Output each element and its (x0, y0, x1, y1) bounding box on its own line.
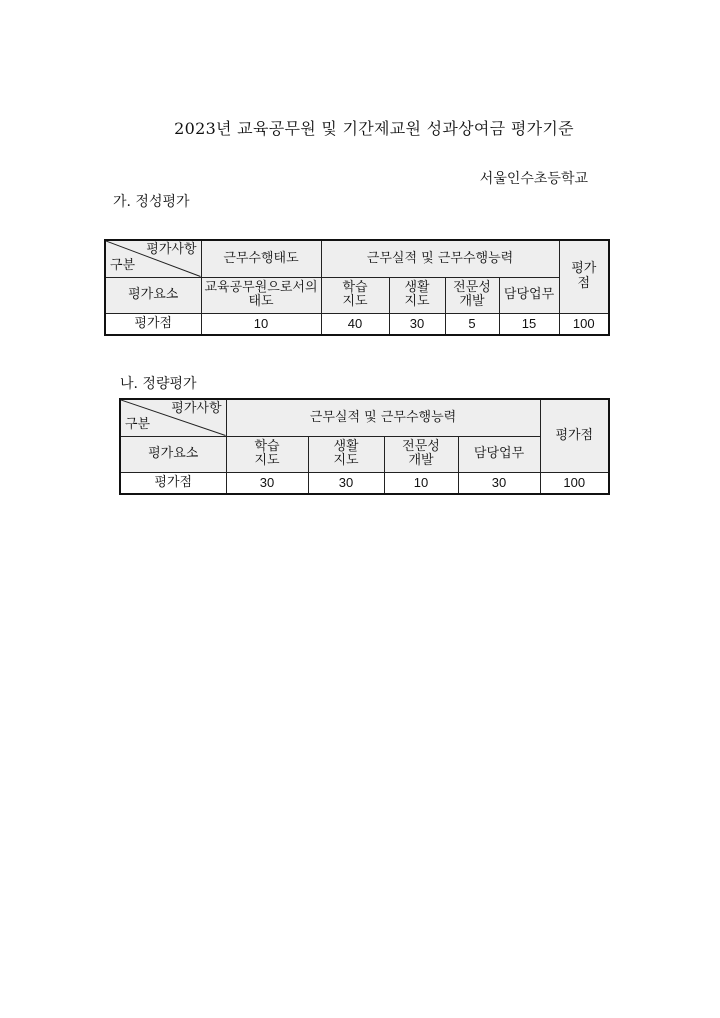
item-cell: 담당업무 (458, 436, 540, 472)
score-cell: 10 (384, 472, 458, 494)
corner-evaluation-item: 평가사항 (146, 242, 197, 257)
score-cell: 30 (389, 313, 445, 335)
quantitative-evaluation-table (119, 398, 610, 495)
score-cell: 30 (226, 472, 308, 494)
score-cell: 5 (445, 313, 499, 335)
score-cell: 40 (321, 313, 389, 335)
corner-category: 구분 (110, 258, 136, 274)
corner-evaluation-item: 평가사항 (171, 401, 222, 416)
score-cell: 30 (308, 472, 384, 494)
item-cell: 생활 지도 (389, 277, 445, 313)
section-a-heading: 가. 정성평가 (113, 194, 190, 210)
row-label-items: 평가요소 (120, 436, 226, 472)
document-title: 2023년 교육공무원 및 기간제교원 성과상여금 평가기준 (174, 119, 574, 138)
corner-header-cell (105, 240, 201, 277)
total-header: 평가 점 (559, 240, 609, 313)
score-cell: 10 (201, 313, 321, 335)
corner-header-cell (120, 399, 226, 436)
item-cell: 전문성 개발 (445, 277, 499, 313)
school-name: 서울인수초등학교 (479, 171, 588, 187)
score-cell: 15 (499, 313, 559, 335)
item-cell: 생활 지도 (308, 436, 384, 472)
row-label-scores: 평가점 (120, 472, 226, 494)
total-header: 평가점 (540, 399, 609, 472)
item-cell: 전문성 개발 (384, 436, 458, 472)
row-label-items: 평가요소 (105, 277, 201, 313)
qualitative-evaluation-table (104, 239, 610, 336)
item-cell: 학습 지도 (321, 277, 389, 313)
score-cell: 30 (458, 472, 540, 494)
row-label-scores: 평가점 (105, 313, 201, 335)
corner-category: 구분 (125, 417, 151, 433)
group-header-attitude: 근무수행태도 (201, 240, 321, 277)
group-header-performance: 근무실적 및 근무수행능력 (226, 399, 540, 436)
item-cell: 담당업무 (499, 277, 559, 313)
item-cell: 학습 지도 (226, 436, 308, 472)
group-header-performance: 근무실적 및 근무수행능력 (321, 240, 559, 277)
section-b-heading: 나. 정량평가 (120, 376, 197, 392)
total-cell: 100 (559, 313, 609, 335)
item-cell: 교육공무원으로서의 태도 (201, 277, 321, 313)
total-cell: 100 (540, 472, 609, 494)
